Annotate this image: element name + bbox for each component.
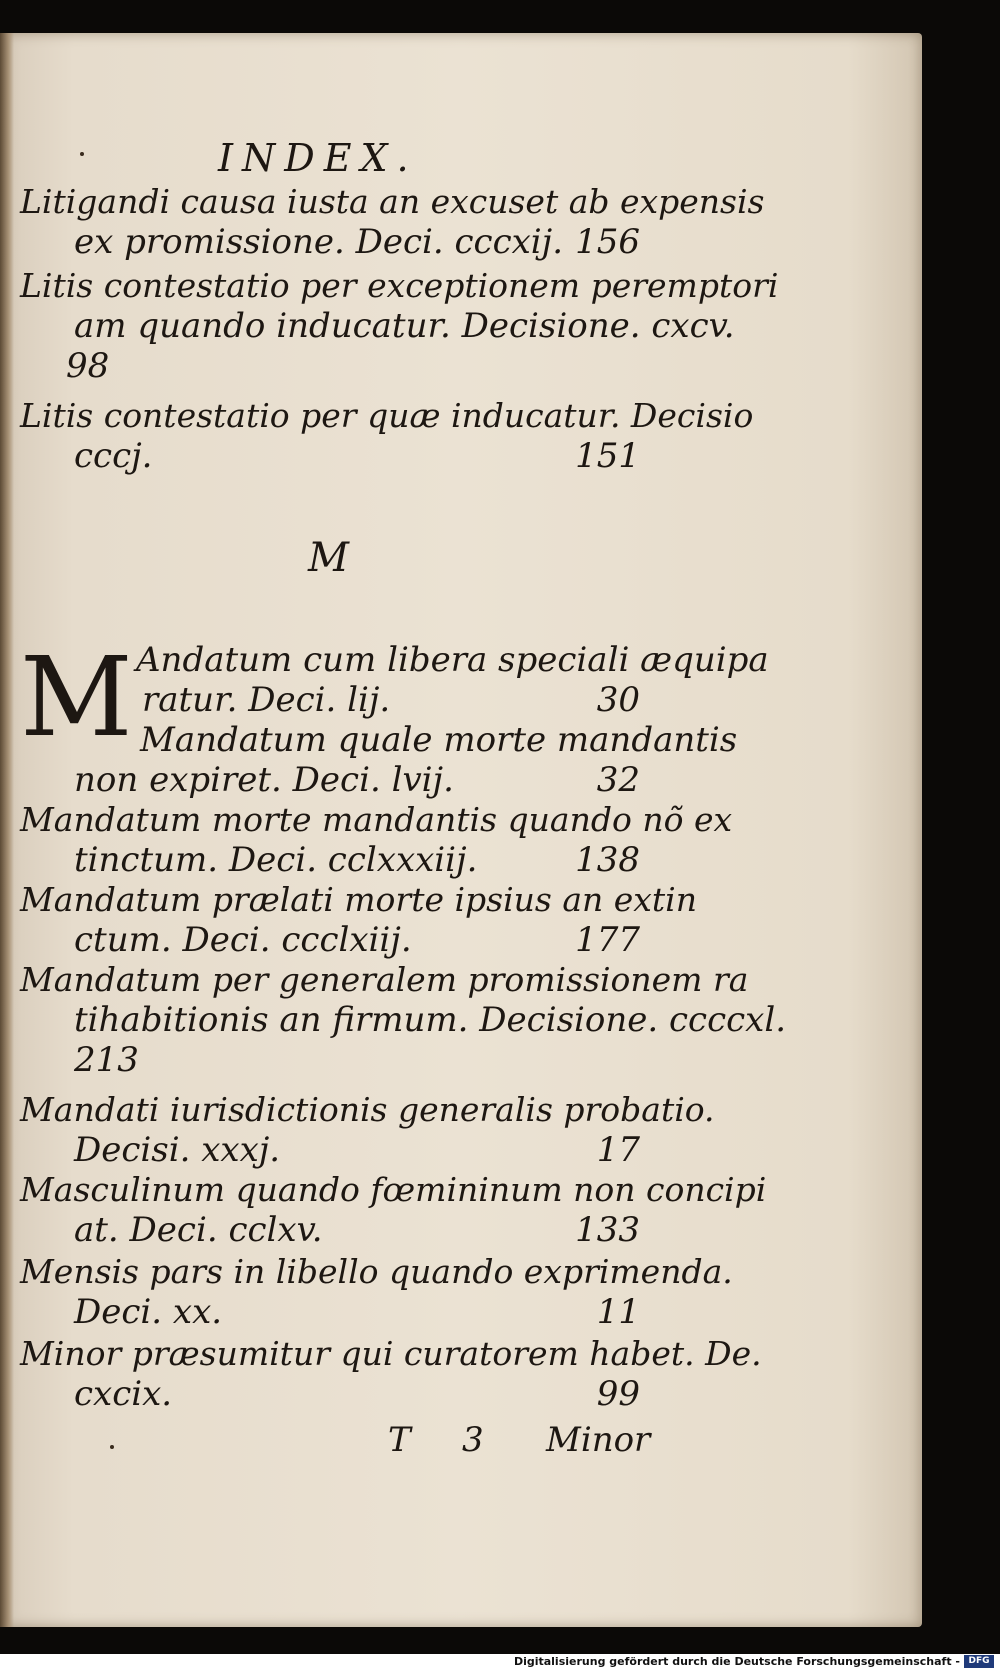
running-head: INDEX.: [218, 136, 418, 180]
funding-credit: Digitalisierung gefördert durch die Deutsche Forschungsgemeinschaft -: [513, 1655, 960, 1668]
entry-line: Mensis pars in libello quando exprimenda.: [20, 1252, 733, 1291]
index-entry: [20, 880, 697, 960]
drop-cap: M: [20, 633, 133, 761]
index-entry: [20, 800, 733, 880]
entry-line: tinctum. Deci. cclxxxiij. 138: [74, 840, 640, 880]
ink-speck: [110, 1445, 114, 1449]
page-number: 99: [596, 1374, 640, 1414]
entry-line: Litigandi causa iusta an excuset ab expensis: [20, 182, 765, 221]
page-gutter: [0, 33, 14, 1627]
entry-line: ratur. Deci. lij. 30: [142, 680, 640, 720]
page-number: 11: [596, 1292, 640, 1332]
entry-line: ex promissione. Deci. cccxij. 156: [74, 222, 640, 262]
section-letter: M: [308, 535, 349, 581]
ink-speck: [80, 152, 84, 156]
index-entry: [20, 1170, 767, 1250]
catchword: Minor: [546, 1420, 651, 1460]
entry-line: Litis contestatio per exceptionem peremptori: [20, 266, 779, 305]
dfg-logo: DFG: [964, 1655, 994, 1668]
index-entry: [20, 1090, 715, 1170]
entry-line: at. Deci. cclxv. 133: [74, 1210, 640, 1250]
page-number: 151: [575, 436, 640, 476]
page-number: 133: [575, 1210, 640, 1250]
entry-line: non expiret. Deci. lvij. 32: [74, 760, 640, 800]
page-number: 156: [575, 222, 640, 262]
entry-line: Mandatum per generalem promissionem ra: [20, 960, 749, 999]
entry-line: Mandatum prælati morte ipsius an extin: [20, 880, 697, 919]
page-number: 32: [596, 760, 640, 800]
signature-number: 3: [462, 1420, 484, 1460]
page-number: 177: [575, 920, 640, 960]
entry-line: cccj. 151: [74, 436, 640, 476]
entry-line: Minor præsumitur qui curatorem habet. De.: [20, 1334, 762, 1373]
index-entry: [20, 396, 754, 476]
index-entry: [20, 266, 779, 386]
page-number: 98: [66, 346, 110, 386]
signature-mark: T: [388, 1420, 411, 1460]
page-number: 17: [596, 1130, 640, 1170]
entry-line: tihabitionis an firmum. Decisione. ccccxl.: [74, 1000, 787, 1040]
entry-line: Mandati iurisdictionis generalis probatio.: [20, 1090, 715, 1129]
entry-line: Litis contestatio per quæ inducatur. Decisio: [20, 396, 754, 435]
index-entry: [20, 960, 787, 1080]
index-entry: [20, 720, 738, 800]
entry-line: Andatum cum libera speciali æquipa: [136, 640, 769, 680]
entry-line: am quando inducatur. Decisione. cxcv.: [74, 306, 735, 346]
entry-line: Mandatum quale morte mandantis: [140, 720, 738, 760]
index-entry: [136, 640, 769, 720]
entry-line: Mandatum morte mandantis quando nõ ex: [20, 800, 733, 839]
index-entry: [20, 1334, 762, 1414]
index-entry: [20, 182, 765, 262]
page-number: 138: [575, 840, 640, 880]
entry-line: cxcix. 99: [74, 1374, 640, 1414]
entry-line: Decisi. xxxj. 17: [74, 1130, 640, 1170]
page-number: 213: [74, 1040, 139, 1080]
entry-line: ctum. Deci. ccclxiij. 177: [74, 920, 640, 960]
entry-line: Deci. xx. 11: [74, 1292, 640, 1332]
index-entry: [20, 1252, 733, 1332]
entry-line: Masculinum quando fœmininum non concipi: [20, 1170, 767, 1209]
page-number: 30: [596, 680, 640, 720]
